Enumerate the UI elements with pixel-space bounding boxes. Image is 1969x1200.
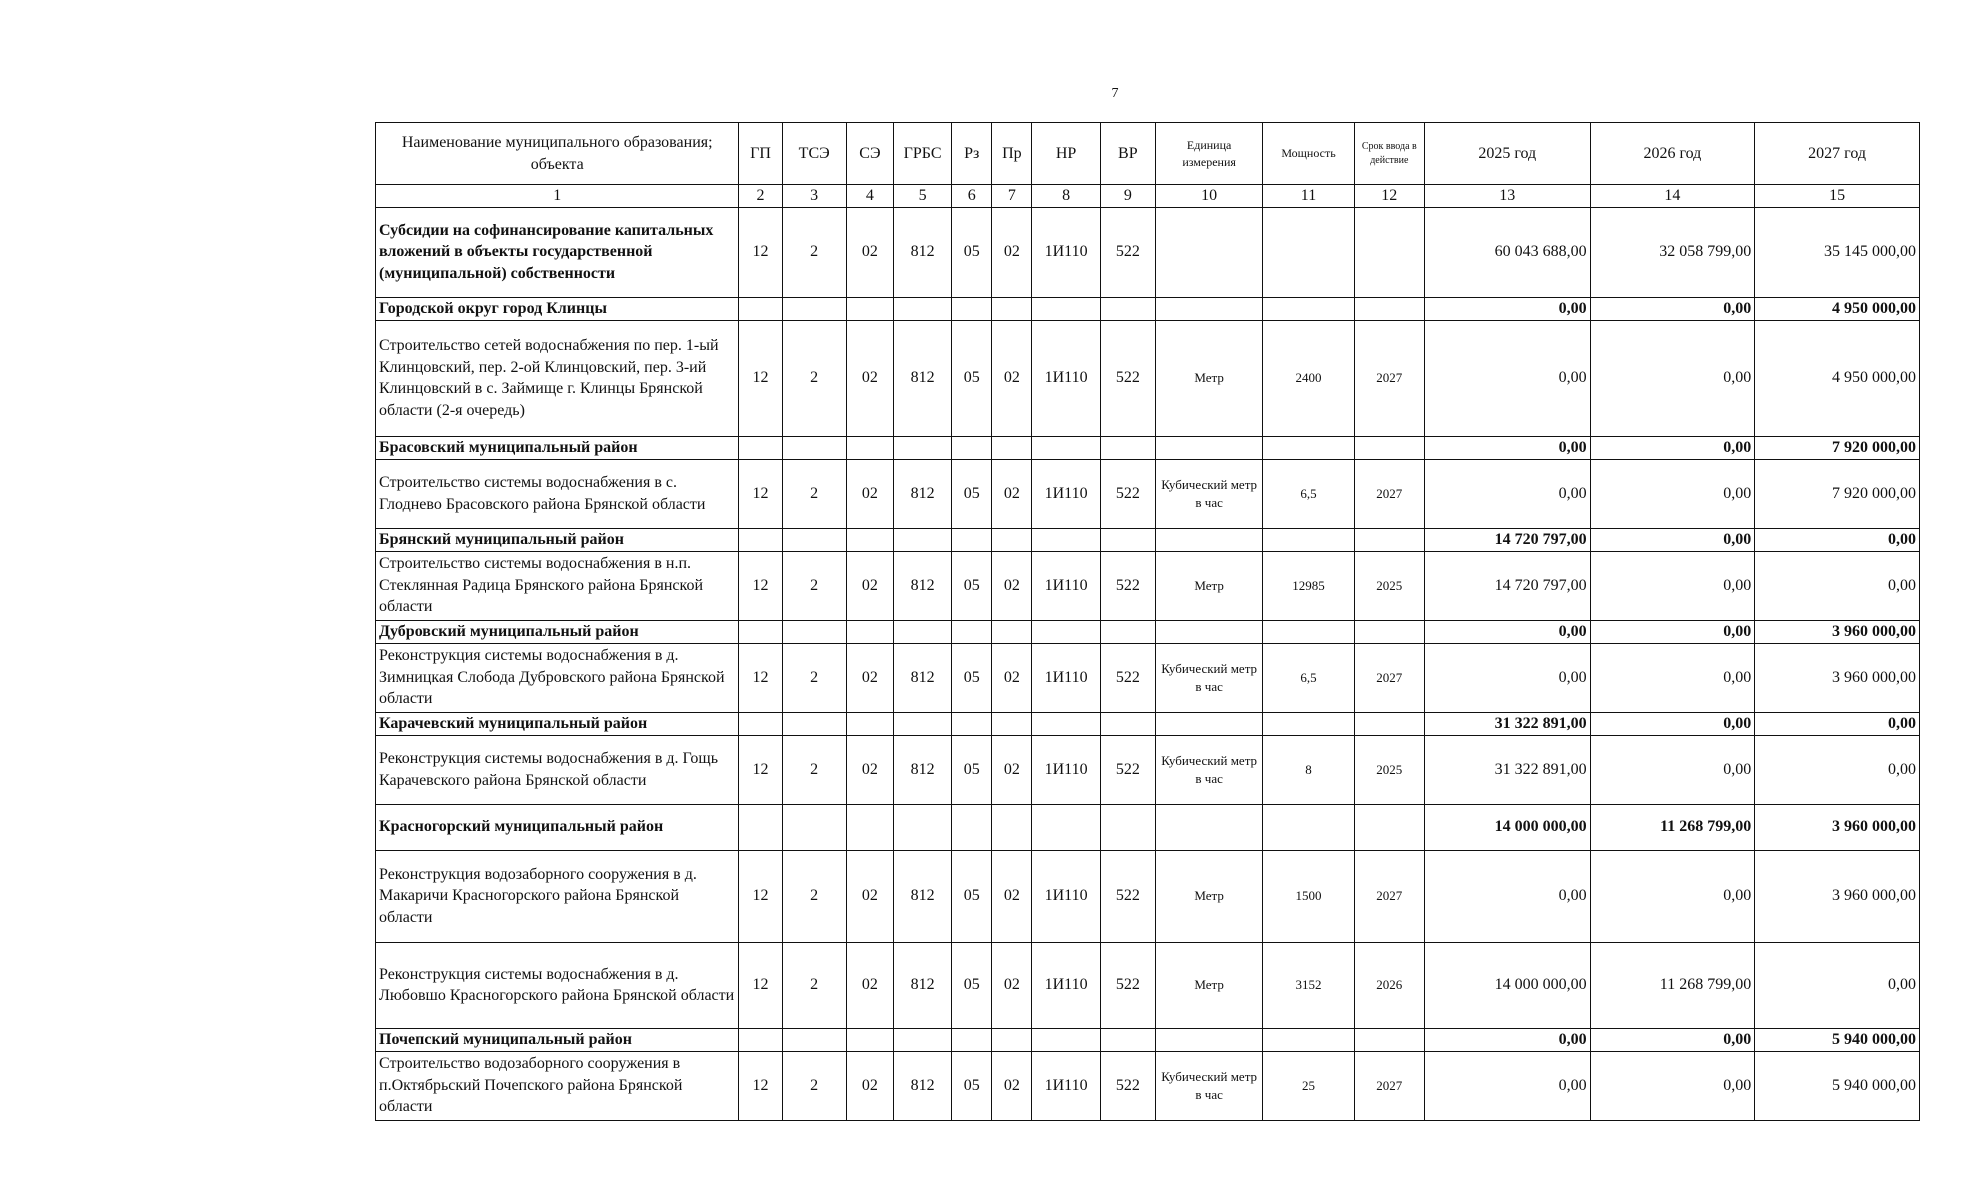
cell-se <box>846 528 893 551</box>
cell-pr: 02 <box>992 735 1032 804</box>
cell-vr: 522 <box>1100 551 1155 620</box>
cell-2027: 0,00 <box>1755 528 1920 551</box>
cell-gp <box>739 1028 782 1051</box>
header-2027: 2027 год <box>1755 123 1920 185</box>
cell-power <box>1263 712 1354 735</box>
cell-pr <box>992 804 1032 850</box>
cell-vr <box>1100 436 1155 459</box>
cell-2025: 60 043 688,00 <box>1424 207 1590 297</box>
cell-2027: 0,00 <box>1755 942 1920 1028</box>
cell-pr: 02 <box>992 459 1032 528</box>
header-gp: ГП <box>739 123 782 185</box>
cell-power <box>1263 804 1354 850</box>
cell-tse: 2 <box>782 850 846 942</box>
cell-unit: Кубический метр в час <box>1155 643 1262 712</box>
column-number: 11 <box>1263 185 1354 208</box>
cell-unit: Кубический метр в час <box>1155 735 1262 804</box>
cell-2027: 3 960 000,00 <box>1755 620 1920 643</box>
cell-2026: 0,00 <box>1590 297 1755 320</box>
cell-se: 02 <box>846 643 893 712</box>
cell-term: 2027 <box>1354 850 1424 942</box>
cell-power <box>1263 620 1354 643</box>
cell-vr: 522 <box>1100 942 1155 1028</box>
cell-unit <box>1155 712 1262 735</box>
cell-2025: 14 720 797,00 <box>1424 528 1590 551</box>
cell-unit <box>1155 207 1262 297</box>
cell-tse: 2 <box>782 459 846 528</box>
cell-name: Строительство системы водоснабжения в с. Глоднево Брасовского района Брянской области <box>376 459 739 528</box>
cell-se <box>846 1028 893 1051</box>
cell-2026: 0,00 <box>1590 551 1755 620</box>
cell-2025: 0,00 <box>1424 297 1590 320</box>
cell-2025: 0,00 <box>1424 320 1590 436</box>
cell-gp: 12 <box>739 459 782 528</box>
cell-pr: 02 <box>992 850 1032 942</box>
cell-rz <box>952 436 992 459</box>
header-power: Мощность <box>1263 123 1354 185</box>
column-number: 14 <box>1590 185 1755 208</box>
cell-grbs: 812 <box>893 1051 951 1120</box>
cell-se: 02 <box>846 1051 893 1120</box>
cell-nr: 1И110 <box>1032 643 1100 712</box>
cell-2026: 11 268 799,00 <box>1590 942 1755 1028</box>
cell-vr <box>1100 297 1155 320</box>
project-row <box>376 735 1920 804</box>
cell-2025: 0,00 <box>1424 436 1590 459</box>
cell-2026: 0,00 <box>1590 620 1755 643</box>
cell-pr <box>992 436 1032 459</box>
cell-term: 2025 <box>1354 735 1424 804</box>
cell-pr: 02 <box>992 320 1032 436</box>
cell-2025: 0,00 <box>1424 643 1590 712</box>
cell-pr: 02 <box>992 942 1032 1028</box>
cell-grbs: 812 <box>893 207 951 297</box>
cell-name: Строительство системы водоснабжения в н.п. Стеклянная Радица Брянского района Брянской области <box>376 551 739 620</box>
cell-pr <box>992 620 1032 643</box>
header-term: Срок ввода в действие <box>1354 123 1424 185</box>
cell-vr <box>1100 712 1155 735</box>
cell-rz: 05 <box>952 551 992 620</box>
cell-unit <box>1155 436 1262 459</box>
cell-gp: 12 <box>739 320 782 436</box>
cell-unit: Кубический метр в час <box>1155 1051 1262 1120</box>
cell-2026: 0,00 <box>1590 1028 1755 1051</box>
cell-2025: 0,00 <box>1424 620 1590 643</box>
header-vr: ВР <box>1100 123 1155 185</box>
column-number: 6 <box>952 185 992 208</box>
cell-se <box>846 436 893 459</box>
cell-tse: 2 <box>782 551 846 620</box>
cell-tse <box>782 804 846 850</box>
cell-se: 02 <box>846 459 893 528</box>
cell-gp <box>739 528 782 551</box>
cell-grbs <box>893 712 951 735</box>
cell-grbs: 812 <box>893 643 951 712</box>
district-row <box>376 620 1920 643</box>
cell-grbs <box>893 528 951 551</box>
cell-grbs <box>893 436 951 459</box>
cell-2026: 0,00 <box>1590 850 1755 942</box>
column-number: 2 <box>739 185 782 208</box>
cell-se: 02 <box>846 735 893 804</box>
project-row <box>376 459 1920 528</box>
cell-rz: 05 <box>952 207 992 297</box>
cell-vr: 522 <box>1100 320 1155 436</box>
cell-name: Красногорский муниципальный район <box>376 804 739 850</box>
column-number: 15 <box>1755 185 1920 208</box>
header-se: СЭ <box>846 123 893 185</box>
cell-2026: 11 268 799,00 <box>1590 804 1755 850</box>
column-number: 10 <box>1155 185 1262 208</box>
cell-2026: 0,00 <box>1590 436 1755 459</box>
cell-pr <box>992 712 1032 735</box>
cell-tse: 2 <box>782 320 846 436</box>
cell-term: 2026 <box>1354 942 1424 1028</box>
page-number: 7 <box>1111 86 1119 101</box>
cell-grbs: 812 <box>893 942 951 1028</box>
cell-nr <box>1032 712 1100 735</box>
cell-nr <box>1032 528 1100 551</box>
column-number: 7 <box>992 185 1032 208</box>
cell-name: Реконструкция системы водоснабжения в д. Любовшо Красногорского района Брянской области <box>376 942 739 1028</box>
header-2026: 2026 год <box>1590 123 1755 185</box>
cell-tse: 2 <box>782 207 846 297</box>
cell-2025: 31 322 891,00 <box>1424 712 1590 735</box>
cell-se <box>846 620 893 643</box>
cell-nr <box>1032 620 1100 643</box>
cell-term <box>1354 297 1424 320</box>
cell-rz <box>952 712 992 735</box>
cell-rz <box>952 297 992 320</box>
district-row <box>376 712 1920 735</box>
project-row <box>376 1051 1920 1120</box>
cell-gp <box>739 712 782 735</box>
cell-se: 02 <box>846 551 893 620</box>
cell-power: 6,5 <box>1263 643 1354 712</box>
cell-2026: 0,00 <box>1590 528 1755 551</box>
district-row <box>376 1028 1920 1051</box>
cell-name: Дубровский муниципальный район <box>376 620 739 643</box>
cell-2026: 0,00 <box>1590 1051 1755 1120</box>
cell-name: Субсидии на софинансирование капитальных вложений в объекты государственной (муниципальной) собственности <box>376 207 739 297</box>
cell-rz: 05 <box>952 459 992 528</box>
cell-gp <box>739 804 782 850</box>
project-row <box>376 850 1920 942</box>
cell-se <box>846 804 893 850</box>
cell-power: 8 <box>1263 735 1354 804</box>
column-number: 9 <box>1100 185 1155 208</box>
cell-gp <box>739 297 782 320</box>
cell-2025: 31 322 891,00 <box>1424 735 1590 804</box>
cell-nr: 1И110 <box>1032 459 1100 528</box>
cell-name: Карачевский муниципальный район <box>376 712 739 735</box>
cell-gp: 12 <box>739 1051 782 1120</box>
cell-2027: 0,00 <box>1755 735 1920 804</box>
cell-name: Брасовский муниципальный район <box>376 436 739 459</box>
cell-2027: 3 960 000,00 <box>1755 804 1920 850</box>
cell-pr: 02 <box>992 207 1032 297</box>
cell-nr: 1И110 <box>1032 207 1100 297</box>
cell-nr: 1И110 <box>1032 735 1100 804</box>
cell-power <box>1263 207 1354 297</box>
cell-tse <box>782 297 846 320</box>
cell-2027: 7 920 000,00 <box>1755 459 1920 528</box>
project-row <box>376 320 1920 436</box>
cell-2027: 0,00 <box>1755 712 1920 735</box>
cell-unit <box>1155 1028 1262 1051</box>
cell-unit <box>1155 804 1262 850</box>
cell-2027: 4 950 000,00 <box>1755 297 1920 320</box>
cell-rz: 05 <box>952 643 992 712</box>
cell-vr: 522 <box>1100 643 1155 712</box>
cell-tse <box>782 620 846 643</box>
project-row <box>376 942 1920 1028</box>
cell-power <box>1263 436 1354 459</box>
cell-power <box>1263 297 1354 320</box>
cell-tse <box>782 712 846 735</box>
column-number: 13 <box>1424 185 1590 208</box>
cell-grbs <box>893 620 951 643</box>
cell-grbs <box>893 297 951 320</box>
cell-power: 12985 <box>1263 551 1354 620</box>
header-name: Наименование муниципального образования; объекта <box>376 123 739 185</box>
column-number: 3 <box>782 185 846 208</box>
district-row <box>376 804 1920 850</box>
cell-pr: 02 <box>992 551 1032 620</box>
cell-name: Реконструкция системы водоснабжения в д. Зимницкая Слобода Дубровского района Брянской области <box>376 643 739 712</box>
district-row <box>376 436 1920 459</box>
cell-term <box>1354 804 1424 850</box>
cell-power <box>1263 528 1354 551</box>
cell-rz: 05 <box>952 735 992 804</box>
project-row <box>376 551 1920 620</box>
cell-grbs <box>893 1028 951 1051</box>
cell-rz: 05 <box>952 942 992 1028</box>
cell-vr: 522 <box>1100 207 1155 297</box>
cell-nr: 1И110 <box>1032 942 1100 1028</box>
cell-2027: 3 960 000,00 <box>1755 643 1920 712</box>
cell-2026: 32 058 799,00 <box>1590 207 1755 297</box>
cell-unit <box>1155 528 1262 551</box>
cell-pr <box>992 528 1032 551</box>
cell-grbs: 812 <box>893 459 951 528</box>
cell-name: Брянский муниципальный район <box>376 528 739 551</box>
cell-se: 02 <box>846 850 893 942</box>
cell-2027: 5 940 000,00 <box>1755 1051 1920 1120</box>
cell-grbs: 812 <box>893 551 951 620</box>
cell-pr <box>992 1028 1032 1051</box>
cell-unit: Метр <box>1155 320 1262 436</box>
cell-vr: 522 <box>1100 1051 1155 1120</box>
cell-vr: 522 <box>1100 850 1155 942</box>
cell-2027: 0,00 <box>1755 551 1920 620</box>
cell-term: 2025 <box>1354 551 1424 620</box>
cell-rz <box>952 1028 992 1051</box>
cell-nr: 1И110 <box>1032 850 1100 942</box>
cell-2025: 14 000 000,00 <box>1424 942 1590 1028</box>
cell-power: 1500 <box>1263 850 1354 942</box>
cell-nr <box>1032 804 1100 850</box>
cell-name: Почепский муниципальный район <box>376 1028 739 1051</box>
cell-2026: 0,00 <box>1590 643 1755 712</box>
header-2025: 2025 год <box>1424 123 1590 185</box>
header-nr: НР <box>1032 123 1100 185</box>
column-number-row <box>376 185 1920 208</box>
cell-2026: 0,00 <box>1590 712 1755 735</box>
cell-term <box>1354 436 1424 459</box>
district-row <box>376 297 1920 320</box>
cell-vr <box>1100 528 1155 551</box>
cell-se <box>846 712 893 735</box>
cell-gp: 12 <box>739 942 782 1028</box>
cell-se: 02 <box>846 942 893 1028</box>
cell-term <box>1354 1028 1424 1051</box>
cell-tse <box>782 1028 846 1051</box>
cell-name: Строительство сетей водоснабжения по пер. 1-ый Клинцовский, пер. 2-ой Клинцовский, пер. 3-ий Клинцовский в с. Займище г. Клинцы Брянской области (2-я очередь) <box>376 320 739 436</box>
cell-tse: 2 <box>782 643 846 712</box>
cell-pr <box>992 297 1032 320</box>
cell-se: 02 <box>846 320 893 436</box>
cell-term <box>1354 712 1424 735</box>
cell-rz <box>952 804 992 850</box>
cell-name: Городской округ город Клинцы <box>376 297 739 320</box>
cell-pr: 02 <box>992 643 1032 712</box>
cell-grbs: 812 <box>893 320 951 436</box>
cell-unit <box>1155 297 1262 320</box>
cell-2027: 3 960 000,00 <box>1755 850 1920 942</box>
cell-nr: 1И110 <box>1032 320 1100 436</box>
cell-gp <box>739 620 782 643</box>
cell-tse <box>782 528 846 551</box>
cell-unit <box>1155 620 1262 643</box>
cell-2027: 35 145 000,00 <box>1755 207 1920 297</box>
cell-term <box>1354 207 1424 297</box>
cell-name: Реконструкция системы водоснабжения в д. Гощь Карачевского района Брянской области <box>376 735 739 804</box>
cell-term: 2027 <box>1354 320 1424 436</box>
cell-name: Строительство водозаборного сооружения в п.Октябрьский Почепского района Брянской области <box>376 1051 739 1120</box>
cell-power: 6,5 <box>1263 459 1354 528</box>
cell-gp: 12 <box>739 850 782 942</box>
cell-2027: 7 920 000,00 <box>1755 436 1920 459</box>
cell-tse: 2 <box>782 735 846 804</box>
cell-rz <box>952 620 992 643</box>
cell-vr <box>1100 1028 1155 1051</box>
cell-grbs: 812 <box>893 850 951 942</box>
cell-grbs <box>893 804 951 850</box>
cell-nr <box>1032 1028 1100 1051</box>
cell-2025: 14 720 797,00 <box>1424 551 1590 620</box>
cell-power: 2400 <box>1263 320 1354 436</box>
header-unit: Единица измерения <box>1155 123 1262 185</box>
cell-gp: 12 <box>739 551 782 620</box>
budget-table <box>375 122 1920 1121</box>
column-number: 4 <box>846 185 893 208</box>
cell-gp: 12 <box>739 735 782 804</box>
cell-term <box>1354 528 1424 551</box>
cell-vr: 522 <box>1100 459 1155 528</box>
cell-rz: 05 <box>952 1051 992 1120</box>
header-row <box>376 123 1920 185</box>
cell-nr: 1И110 <box>1032 1051 1100 1120</box>
cell-grbs: 812 <box>893 735 951 804</box>
cell-vr <box>1100 804 1155 850</box>
cell-nr <box>1032 436 1100 459</box>
cell-2026: 0,00 <box>1590 320 1755 436</box>
cell-vr <box>1100 620 1155 643</box>
cell-2025: 0,00 <box>1424 1051 1590 1120</box>
cell-se: 02 <box>846 207 893 297</box>
cell-term: 2027 <box>1354 459 1424 528</box>
cell-unit: Кубический метр в час <box>1155 459 1262 528</box>
total-row <box>376 207 1920 297</box>
cell-tse: 2 <box>782 1051 846 1120</box>
cell-rz <box>952 528 992 551</box>
column-number: 12 <box>1354 185 1424 208</box>
cell-gp <box>739 436 782 459</box>
cell-nr <box>1032 297 1100 320</box>
cell-name: Реконструкция водозаборного сооружения в д. Макаричи Красногорского района Брянской области <box>376 850 739 942</box>
cell-rz: 05 <box>952 850 992 942</box>
cell-tse <box>782 436 846 459</box>
header-grbs: ГРБС <box>893 123 951 185</box>
cell-unit: Метр <box>1155 850 1262 942</box>
column-number: 1 <box>376 185 739 208</box>
cell-power: 25 <box>1263 1051 1354 1120</box>
cell-unit: Метр <box>1155 942 1262 1028</box>
cell-2027: 5 940 000,00 <box>1755 1028 1920 1051</box>
header-rz: Рз <box>952 123 992 185</box>
cell-2026: 0,00 <box>1590 459 1755 528</box>
cell-nr: 1И110 <box>1032 551 1100 620</box>
cell-rz: 05 <box>952 320 992 436</box>
header-tse: ТСЭ <box>782 123 846 185</box>
cell-gp: 12 <box>739 643 782 712</box>
column-number: 5 <box>893 185 951 208</box>
cell-term: 2027 <box>1354 643 1424 712</box>
cell-term: 2027 <box>1354 1051 1424 1120</box>
district-row <box>376 528 1920 551</box>
project-row <box>376 643 1920 712</box>
cell-2025: 0,00 <box>1424 850 1590 942</box>
cell-power <box>1263 1028 1354 1051</box>
cell-2025: 0,00 <box>1424 1028 1590 1051</box>
cell-pr: 02 <box>992 1051 1032 1120</box>
cell-vr: 522 <box>1100 735 1155 804</box>
cell-power: 3152 <box>1263 942 1354 1028</box>
cell-se <box>846 297 893 320</box>
cell-2026: 0,00 <box>1590 735 1755 804</box>
cell-tse: 2 <box>782 942 846 1028</box>
column-number: 8 <box>1032 185 1100 208</box>
cell-2025: 0,00 <box>1424 459 1590 528</box>
cell-term <box>1354 620 1424 643</box>
cell-2027: 4 950 000,00 <box>1755 320 1920 436</box>
cell-2025: 14 000 000,00 <box>1424 804 1590 850</box>
header-pr: Пр <box>992 123 1032 185</box>
cell-gp: 12 <box>739 207 782 297</box>
cell-unit: Метр <box>1155 551 1262 620</box>
